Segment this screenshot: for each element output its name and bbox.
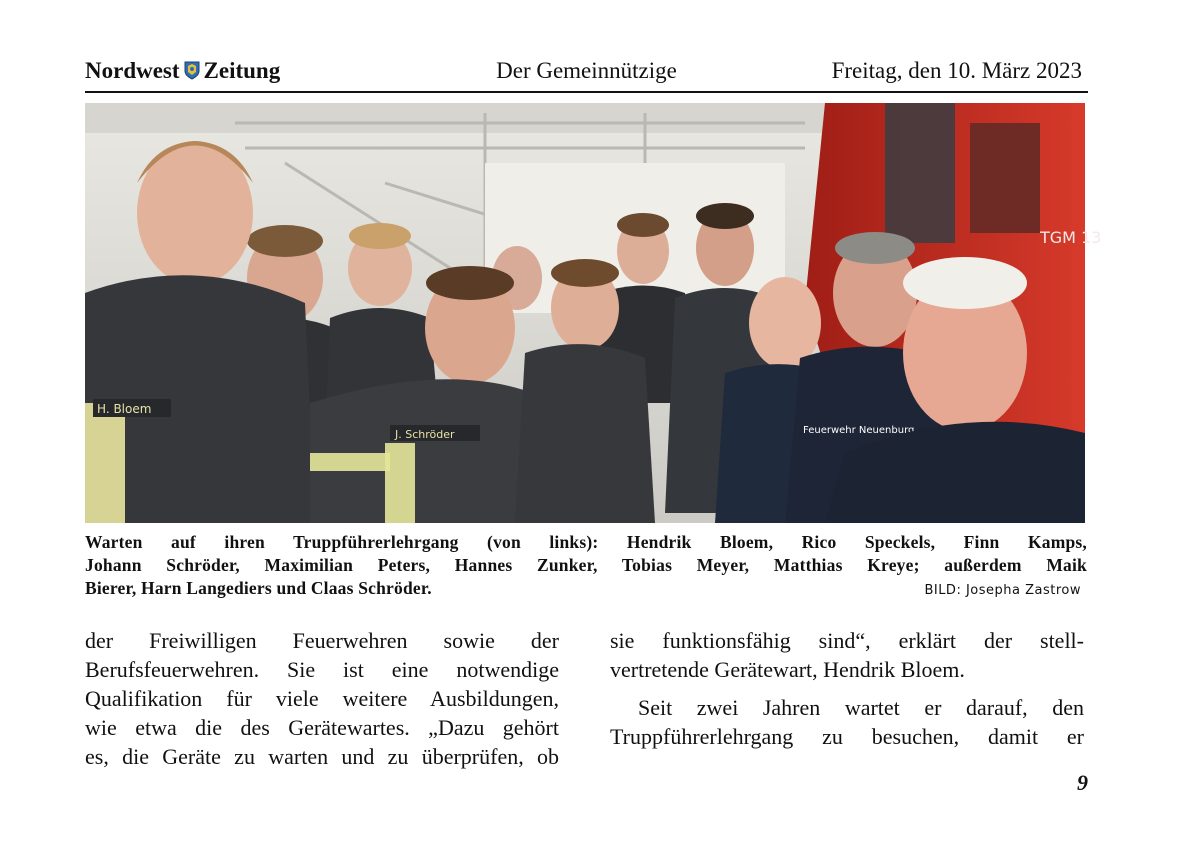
text-line: der Freiwilligen Feuerwehren sowie der	[85, 628, 559, 653]
badge-feuerwehr: Feuerwehr Neuenburg	[803, 425, 915, 436]
dateline: Freitag, den 10. März 2023	[831, 58, 1082, 83]
header-rule	[85, 91, 1088, 93]
text-line: Berufsfeuerwehren. Sie ist eine notwendige	[85, 657, 559, 682]
page-number: 9	[1077, 770, 1088, 795]
badge-bloem: H. Bloem	[97, 402, 152, 416]
masthead-left: Nordwest	[85, 58, 180, 83]
text-line: vertretende Gerätewart, Hendrik Bloem.	[610, 657, 965, 682]
truck-label: TGM 13	[1040, 228, 1102, 247]
group-photo	[85, 103, 1102, 523]
article-column-2	[610, 626, 1084, 751]
crest-icon	[184, 60, 200, 86]
photo-caption	[85, 531, 1087, 600]
text-line: sie funktionsfähig sind“, erklärt der stell-	[610, 628, 1084, 653]
caption-line: Johann Schröder, Maximilian Peters, Hannes Zunker, Tobias Meyer, Matthias Kreye; außerdem Maik	[85, 555, 1087, 575]
masthead-right: Zeitung	[203, 58, 281, 83]
page-header	[85, 58, 1088, 88]
caption-line-last	[85, 577, 1087, 600]
photo-credit: BILD: Josepha Zastrow	[924, 583, 1081, 598]
text-line: Seit zwei Jahren wartet er darauf, den	[638, 695, 1084, 720]
caption-line: Warten auf ihren Truppführerlehrgang (von links): Hendrik Bloem, Rico Speckels, Finn Kamps,	[85, 532, 1087, 552]
section-title: Der Gemeinnützige	[496, 58, 677, 83]
text-line: Qualifikation für viele weitere Ausbildungen,	[85, 686, 559, 711]
text-line: es, die Geräte zu warten und zu überprüfen, ob	[85, 744, 559, 769]
masthead	[85, 58, 280, 86]
caption-line: Bierer, Harn Langediers und Claas Schröder.	[85, 578, 432, 598]
badge-schroeder: J. Schröder	[395, 428, 455, 441]
text-line: Truppführerlehrgang zu besuchen, damit er	[610, 724, 1084, 749]
article-column-1	[85, 626, 559, 771]
text-line: wie etwa die des Gerätewartes. „Dazu gehört	[85, 715, 559, 740]
